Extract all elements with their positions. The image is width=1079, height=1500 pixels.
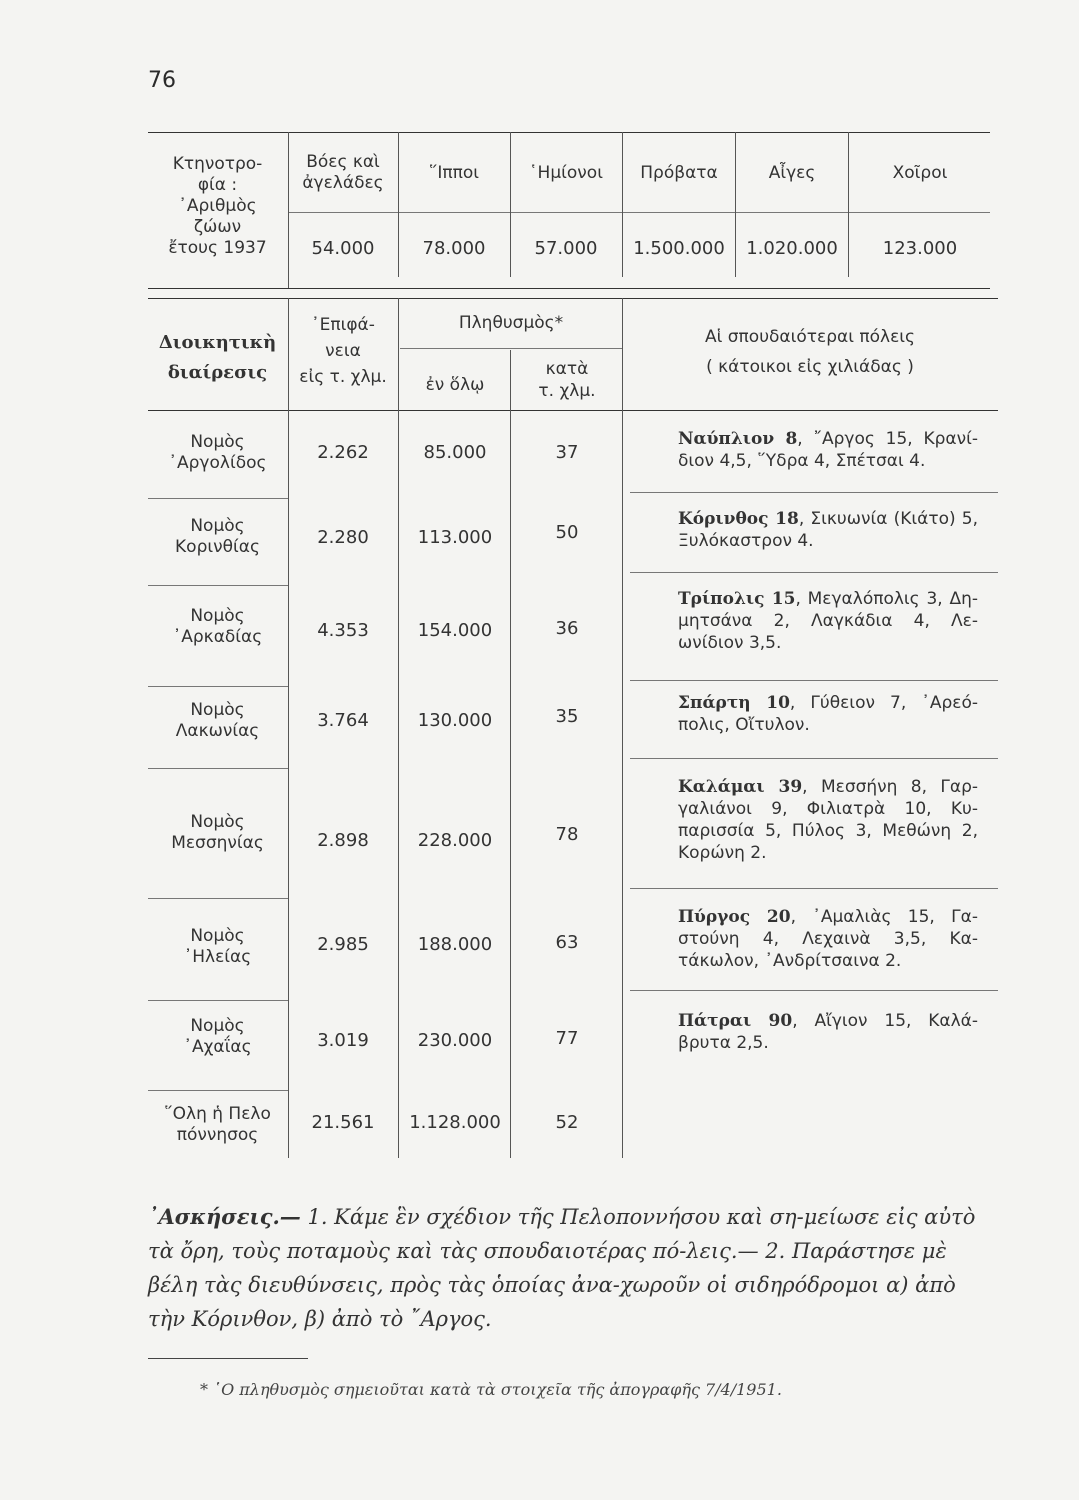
- header-horses: ῞Ιπποι: [428, 163, 480, 183]
- value-sheep: 1.500.000: [633, 238, 725, 259]
- exercise-text: 1. Κάμε ἓν σχέδιον τῆς Πελοποννήσου καὶ ση-μείωσε εἰς αὐτὸ τὰ ὄρη, τοὺς ποταμοὺς καὶ τὰς σπουδαιοτέρας πό-λεις.— 2. Παράστησε μὲ βέλη τὰς διευθύνσεις, πρὸς τὰς ὁποίας ἀνα-χωροῦν οἱ σιδηρόδρομοι α) ἀπὸ τὴν Κόρινθον, β) ἀπὸ τὸ ῎Αργος.: [148, 1205, 976, 1331]
- header-cattle: Βόες καὶ ἀγελάδες: [302, 152, 384, 193]
- header-pop-density: κατὰ τ. χλμ.: [538, 359, 596, 401]
- value-cattle: 54.000: [311, 238, 375, 259]
- header-mules: ῾Ημίονοι: [529, 163, 603, 183]
- row-pop: 154.000: [417, 620, 493, 641]
- footnote: * ῾Ο πληθυσμὸς σημειοῦται κατὰ τὰ στοιχεῖα τῆς ἀπογραφῆς 7/4/1951.: [200, 1380, 782, 1399]
- row-density: 63: [555, 932, 579, 953]
- value-horses: 78.000: [422, 238, 486, 259]
- row-name: Νομὸς Κορινθίας: [175, 516, 260, 557]
- header-pigs: Χοῖροι: [892, 163, 948, 183]
- row-name: Νομὸς ᾿Αχαΐας: [183, 1016, 252, 1057]
- row-cities: Ναύπλιον 8, ῎Αργος 15, Κρανί-διον 4,5, ῞Υδρα 4, Σπέτσαι 4.: [678, 429, 978, 471]
- value-goats: 1.020.000: [746, 238, 838, 259]
- exercise-title: ᾿Ασκήσεις.—: [148, 1204, 301, 1229]
- row-density: 37: [555, 442, 579, 463]
- value-mules: 57.000: [534, 238, 598, 259]
- row-density-total: 52: [555, 1112, 579, 1133]
- row-area: 2.898: [317, 830, 369, 851]
- row-pop: 85.000: [423, 442, 487, 463]
- row-area: 2.985: [317, 934, 369, 955]
- row-name: Νομὸς ᾿Αργολίδος: [168, 432, 267, 473]
- header-cities: Αἱ σπουδαιότεραι πόλεις ( κάτοικοι εἰς χιλιάδας ): [705, 327, 915, 377]
- header-division: Διοικητικὴ διαίρεσις: [158, 332, 277, 383]
- row-area: 4.353: [317, 620, 369, 641]
- row-name-total: ῞Ολη ἡ Πελο πόννησος: [164, 1104, 271, 1145]
- header-goats: Αἶγες: [768, 163, 816, 183]
- row-cities: Πύργος 20, ᾿Αμαλιὰς 15, Γα-στούνη 4, Λεχαινὰ 3,5, Κα-τάκωλον, ᾿Ανδρίτσαινα 2.: [678, 907, 978, 971]
- row-pop: 188.000: [417, 934, 493, 955]
- footnote-rule: [148, 1358, 308, 1359]
- row-area: 3.019: [317, 1030, 369, 1051]
- header-pop-total: ἐν ὅλῳ: [425, 375, 485, 395]
- row-density: 78: [555, 824, 579, 845]
- row-pop: 113.000: [417, 527, 493, 548]
- livestock-row-label: Κτηνοτρο- φία : ᾿Αριθμὸς ζώων ἔτους 1937: [168, 154, 267, 258]
- row-density: 50: [555, 522, 579, 543]
- row-density: 77: [555, 1028, 579, 1049]
- row-pop: 228.000: [417, 830, 493, 851]
- row-area: 3.764: [317, 710, 369, 731]
- row-cities: Σπάρτη 10, Γύθειον 7, ᾿Αρεό-πολις, Οἴτυλον.: [678, 693, 978, 735]
- row-cities: Καλάμαι 39, Μεσσήνη 8, Γαρ-γαλιάνοι 9, Φιλιατρὰ 10, Κυ-παρισσία 5, Πύλος 3, Μεθώνη 2, Κορώνη 2.: [678, 777, 979, 863]
- row-pop: 130.000: [417, 710, 493, 731]
- row-cities: Πάτραι 90, Αἴγιον 15, Καλά-βρυτα 2,5.: [678, 1011, 979, 1053]
- value-pigs: 123.000: [882, 238, 958, 259]
- row-area-total: 21.561: [311, 1112, 375, 1133]
- row-density: 36: [555, 618, 579, 639]
- header-area: ᾿Επιφά- νεια εἰς τ. χλμ.: [299, 315, 387, 387]
- row-cities: Τρίπολις 15, Μεγαλόπολις 3, Δη-μητσάνα 2, Λαγκάδια 4, Λε-ωνίδιον 3,5.: [678, 589, 978, 653]
- header-sheep: Πρόβατα: [640, 163, 718, 183]
- row-area: 2.262: [317, 442, 369, 463]
- row-name: Νομὸς ᾿Ηλείας: [183, 926, 252, 967]
- row-density: 35: [555, 706, 579, 727]
- row-name: Νομὸς Λακωνίας: [175, 700, 260, 741]
- page-number: 76: [148, 68, 176, 93]
- row-cities: Κόρινθος 18, Σικυωνία (Κιάτο) 5, Ξυλόκαστρον 4.: [678, 509, 978, 551]
- row-pop-total: 1.128.000: [409, 1112, 501, 1133]
- exercise-paragraph: [148, 1200, 988, 1336]
- row-name: Νομὸς Μεσσηνίας: [171, 812, 264, 853]
- row-pop: 230.000: [417, 1030, 493, 1051]
- row-name: Νομὸς ᾿Αρκαδίας: [172, 606, 263, 647]
- header-population: Πληθυσμὸς*: [458, 313, 564, 333]
- row-area: 2.280: [317, 527, 369, 548]
